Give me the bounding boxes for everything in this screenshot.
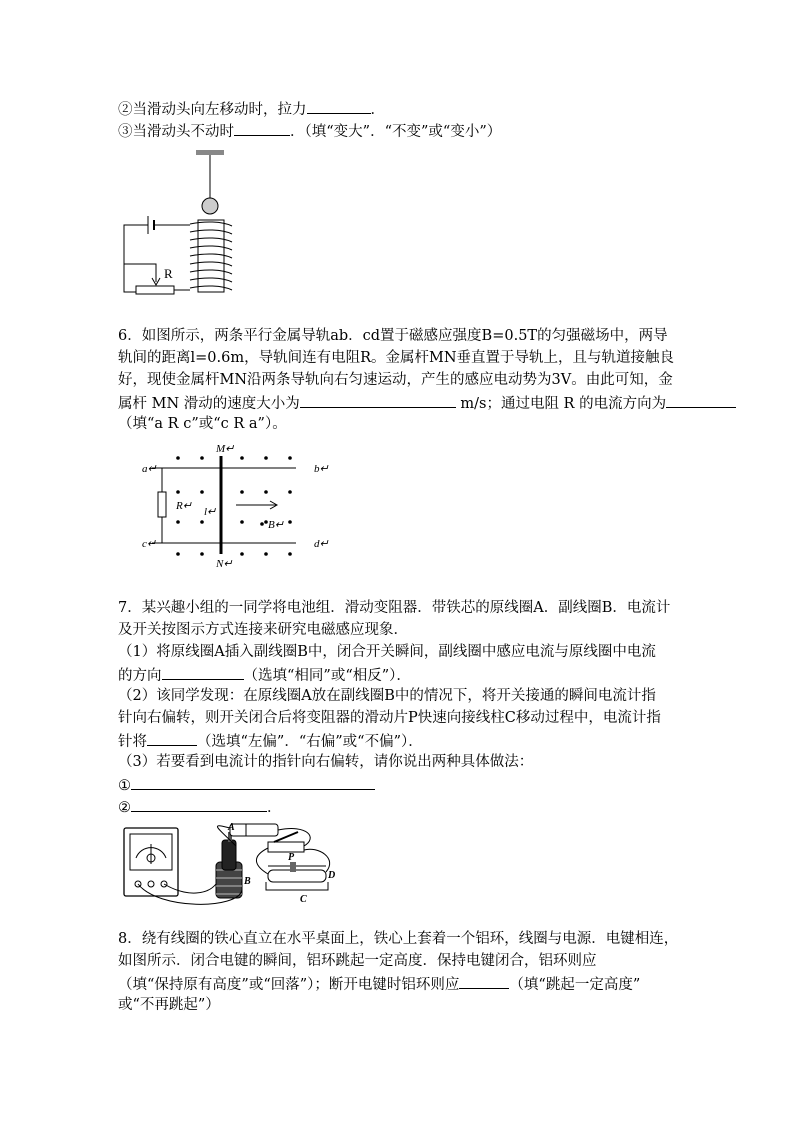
q8-line-4: 或“不再跳起”） — [118, 997, 220, 1013]
q5-solenoid-figure — [118, 146, 248, 298]
q7-line-6: 针向右偏转，则开关闭合后将变阻器的滑动片P快速向接线柱C移动过程中，电流计指 — [118, 710, 661, 726]
q7-blank-2[interactable] — [147, 729, 197, 746]
label-a: a↵ — [142, 463, 157, 475]
q7-item-2 — [118, 795, 282, 819]
q7-line-4-text-b: （选填“相同”或“相反”）． — [243, 668, 411, 684]
label-l: l↵ — [204, 506, 217, 518]
label-n: N↵ — [216, 558, 233, 570]
label-d: d↵ — [314, 538, 329, 550]
q5-line-3-text-b: ．（填“变大”．“不变”或“变小”） — [290, 124, 502, 140]
label-b: b↵ — [314, 463, 329, 475]
battery-pack — [230, 824, 278, 836]
label-m: M↵ — [216, 443, 235, 455]
q7-line-5: （2）该同学发现：在原线圈A放在副线圈B中的情况下，将开关接通的瞬间电流计指 — [118, 688, 656, 704]
q7-apparatus-figure — [118, 818, 348, 906]
q7-line-2: 及开关按图示方式连接来研究电磁感应现象． — [118, 622, 408, 638]
q7-item-2-marker: ② — [118, 800, 131, 816]
slider-wire — [124, 264, 156, 282]
q7-line-3: （1）将原线圈A插入副线圈B中，闭合开关瞬间，副线圈中感应电流与原线圈中电流 — [118, 644, 656, 660]
q6-line-4-text-b: m/s；通过电阻 R 的电流方向为 — [455, 396, 667, 412]
rheostat-stand — [266, 882, 328, 890]
q6-line-4 — [118, 391, 736, 415]
q6-line-3: 好，现使金属杆MN沿两条导轨向右匀速运动，产生的感应电动势为3V。由此可知，金 — [118, 372, 673, 388]
q6-line-2: 轨间的距离l=0.6m，导轨间连有电阻R。金属杆MN垂直置于导轨上，且与轨道接触良 — [118, 350, 675, 366]
q6-line-1: 6．如图所示，两条平行金属导轨ab．cd置于磁感应强度B=0.5T的匀强磁场中，两导 — [118, 328, 668, 344]
q6-line-4-text-a: 属杆 MN 滑动的速度大小为 — [118, 396, 300, 412]
ceiling-mount — [196, 150, 224, 155]
wire-left — [124, 225, 148, 292]
label-coil-b: B — [244, 876, 251, 887]
label-c: c↵ — [142, 538, 157, 550]
label-r: R — [164, 266, 173, 281]
rheostat-coil — [268, 870, 326, 882]
label-slider-p: P — [288, 852, 295, 863]
q5-line-3 — [118, 119, 501, 143]
label-r: R↵ — [176, 500, 192, 512]
switch-base — [268, 842, 304, 852]
q6-blank-2[interactable] — [666, 391, 736, 408]
label-terminal-d: D — [328, 870, 336, 881]
q5-line-2 — [118, 97, 385, 121]
q7-blank-1[interactable] — [162, 663, 244, 680]
rheostat-slider — [290, 862, 296, 872]
q5-line-3-text-a: ③当滑动头不动时 — [118, 124, 234, 140]
iron-ball — [202, 198, 218, 214]
q8-blank-2[interactable] — [459, 972, 509, 989]
q6-line-5: （填“a R c”或“c R a”）。 — [118, 416, 287, 432]
q7-item-1 — [118, 773, 375, 797]
label-b-field: B↵ — [268, 519, 284, 531]
q7-item-1-marker: ① — [118, 778, 131, 794]
q7-line-4-text-a: 的方向 — [118, 668, 162, 684]
q8-line-3-text-a: （填“保持原有高度”或“回落”）；断开电键时铝环则应 — [118, 977, 460, 993]
q7-blank-4[interactable] — [131, 795, 267, 812]
q8-line-1: 8．绕有线圈的铁心直立在水平桌面上，铁心上套着一个铝环，线圈与电源．电键相连， — [118, 931, 679, 947]
q8-line-2: 如图所示．闭合电键的瞬间，铝环跳起一定高度．保持电键闭合，铝环则应 — [118, 953, 597, 969]
q5-blank-1[interactable] — [307, 97, 371, 114]
q7-line-7-text-b: （选填“左偏”．“右偏”或“不偏”）． — [197, 734, 423, 750]
q7-blank-3[interactable] — [131, 773, 375, 790]
label-coil-a: A — [228, 822, 235, 833]
label-terminal-c: C — [300, 894, 307, 905]
q8-line-3 — [118, 972, 640, 996]
q5-blank-2[interactable] — [234, 119, 290, 136]
q8-line-3-text-b: （填“跳起一定高度” — [509, 977, 641, 993]
q7-item-2-end: ． — [267, 800, 282, 816]
q6-rail-figure — [118, 440, 338, 570]
q5-line-2-text: ②当滑动头向左移动时，拉力 — [118, 102, 307, 118]
q7-line-7-text-a: 针将 — [118, 734, 147, 750]
q7-line-8: （3）若要看到电流计的指针向右偏转，请你说出两种具体做法： — [118, 754, 534, 770]
q7-line-1: 7．某兴趣小组的一同学将电池组．滑动变阻器．带铁芯的原线圈A．副线圈B．电流计 — [118, 600, 671, 616]
rheostat — [136, 286, 174, 294]
terminal-mid — [148, 881, 154, 887]
q7-line-7 — [118, 729, 423, 753]
q6-blank-1[interactable] — [300, 391, 456, 408]
resistor-r — [158, 492, 166, 517]
q5-line-2-end: ． — [370, 102, 385, 118]
q7-line-4 — [118, 663, 411, 687]
